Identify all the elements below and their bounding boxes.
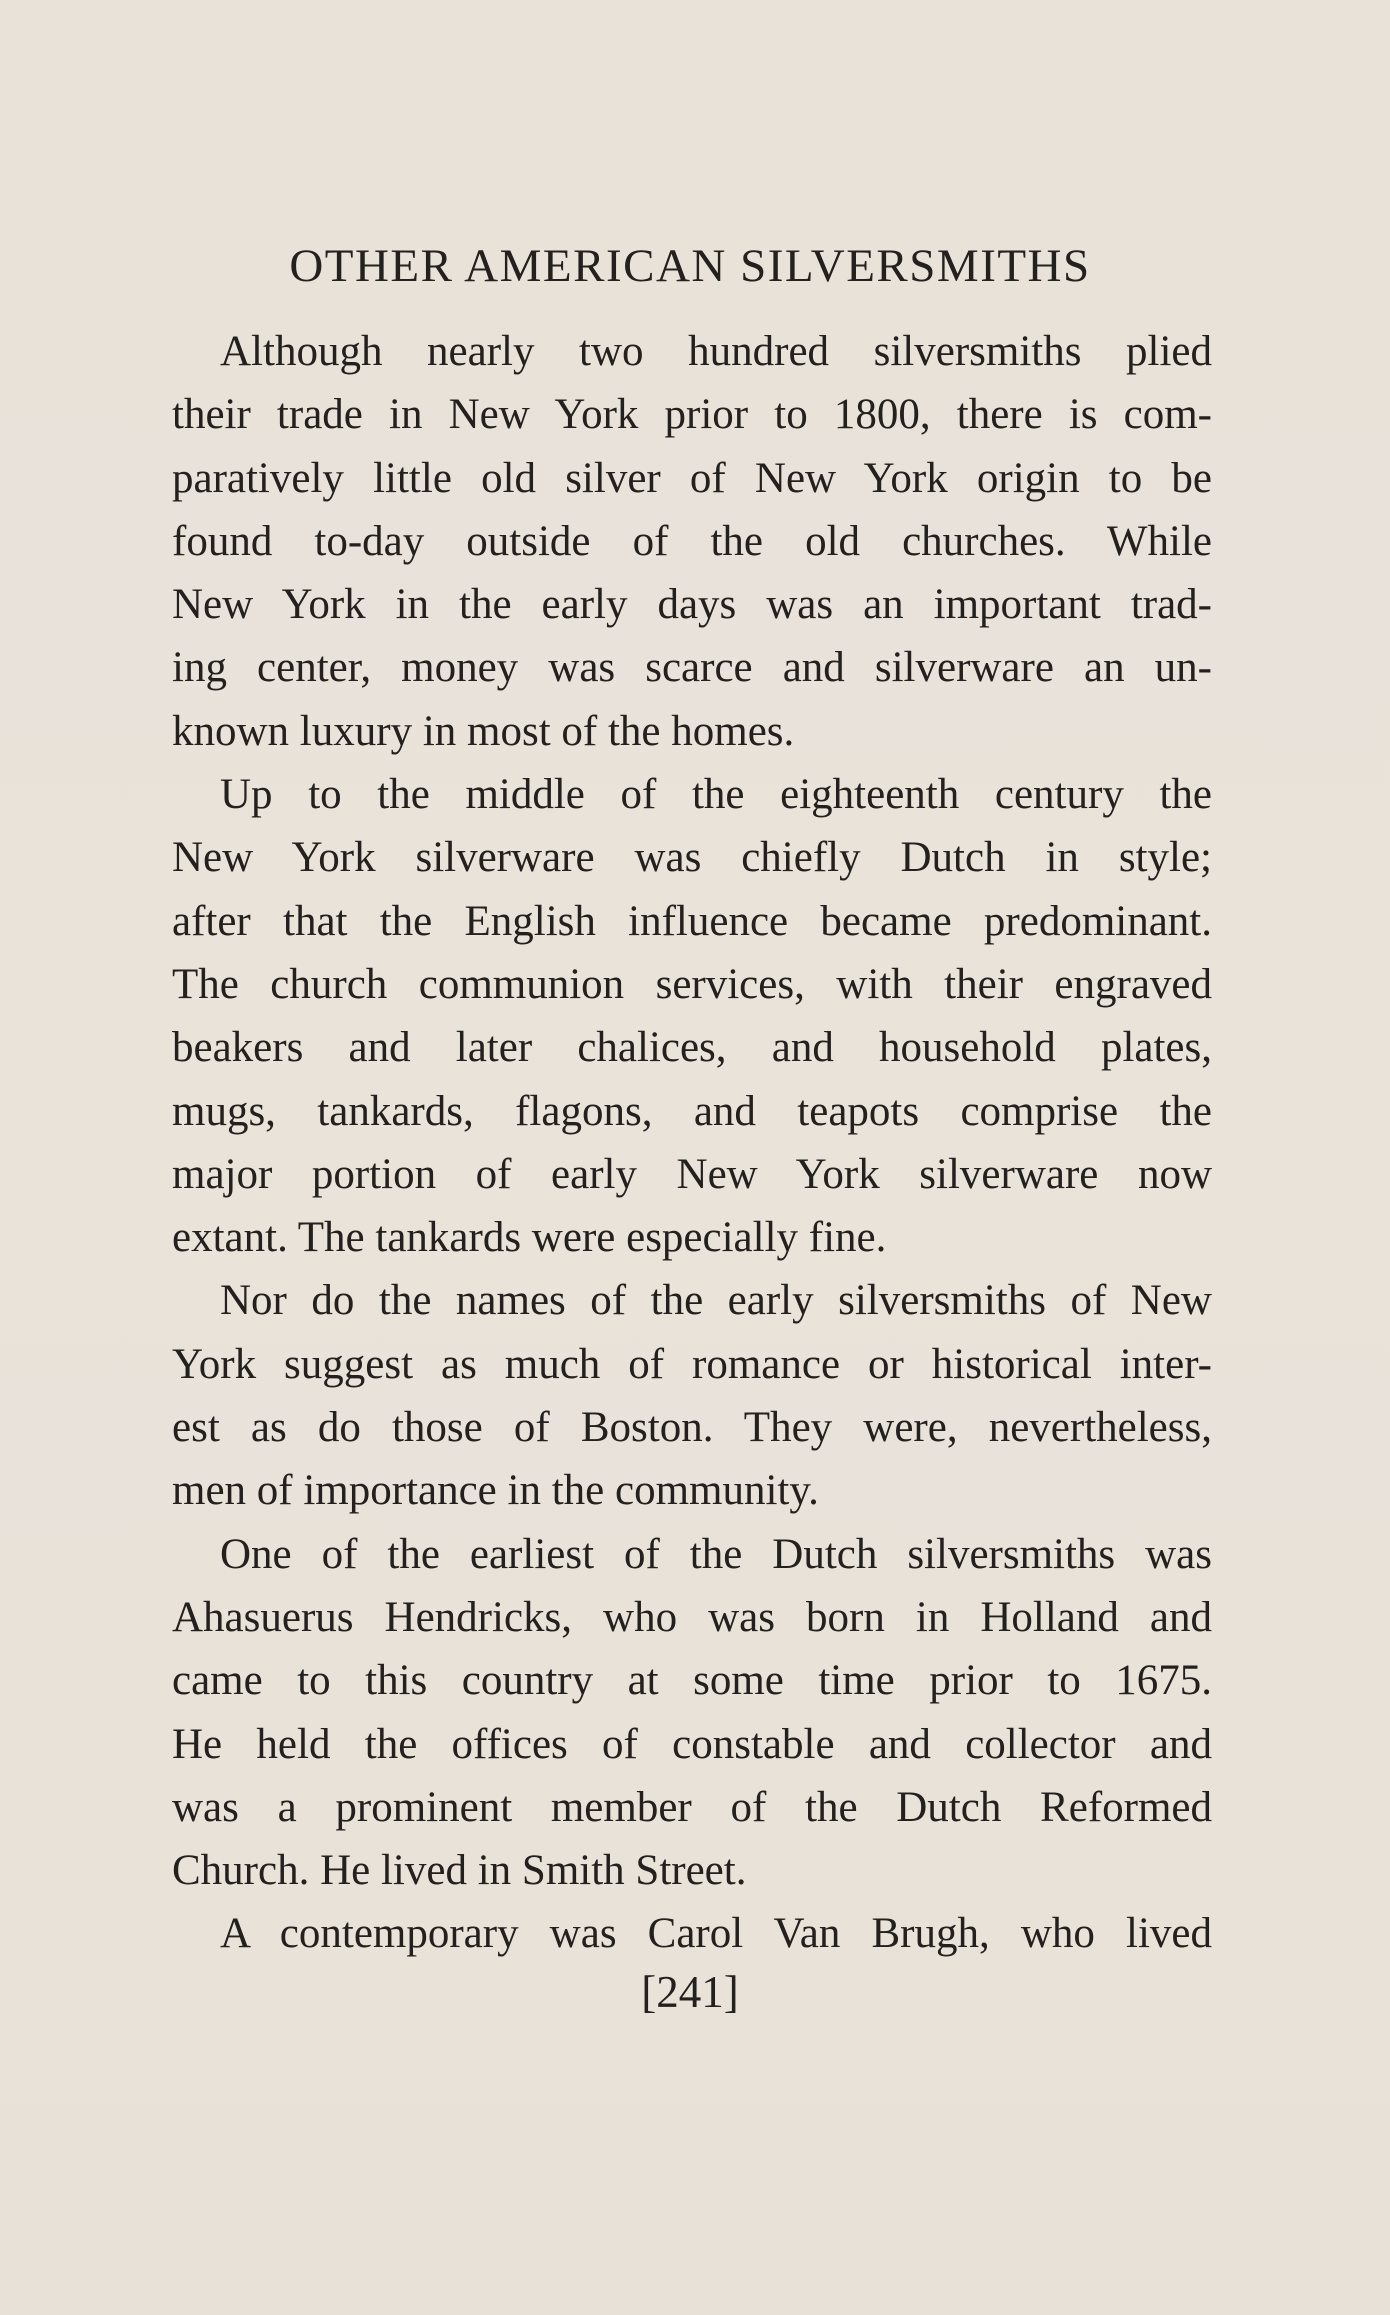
text-line: He held the offices of constable and collector and — [172, 1720, 1212, 1768]
text-line: their trade in New York prior to 1800, there is com- — [172, 391, 1212, 439]
text-line: New York in the early days was an important trad- — [172, 581, 1212, 629]
text-line: extant. The tankards were especially fine. — [172, 1214, 887, 1262]
text-line: major portion of early New York silverware now — [172, 1150, 1212, 1198]
page-number: [241] — [641, 1967, 739, 2017]
paragraph — [172, 763, 1212, 1269]
text-line: paratively little old silver of New York origin to be — [172, 454, 1212, 502]
paragraph — [172, 320, 1212, 763]
text-line: found to-day outside of the old churches. While — [172, 517, 1212, 565]
paragraph — [172, 1523, 1212, 1903]
text-line: A contemporary was Carol Van Brugh, who lived — [220, 1910, 1212, 1958]
text-line: Ahasuerus Hendricks, who was born in Holland and — [172, 1593, 1212, 1641]
text-line: was a prominent member of the Dutch Reformed — [172, 1783, 1212, 1831]
text-line: beakers and later chalices, and household plates, — [172, 1024, 1212, 1072]
text-line: after that the English influence became predominant. — [172, 897, 1212, 945]
paragraph — [172, 1902, 1212, 1965]
text-line: mugs, tankards, flagons, and teapots comprise the — [172, 1087, 1212, 1135]
body-text — [172, 320, 1212, 1966]
text-line: est as do those of Boston. They were, nevertheless, — [172, 1404, 1212, 1452]
text-line: men of importance in the community. — [172, 1467, 819, 1515]
text-line: The church communion services, with their engraved — [172, 960, 1212, 1008]
text-line: came to this country at some time prior to 1675. — [172, 1657, 1212, 1705]
text-line: Nor do the names of the early silversmiths of New — [220, 1277, 1212, 1325]
text-line: Although nearly two hundred silversmiths plied — [220, 328, 1212, 375]
text-line: Up to the middle of the eighteenth century the — [220, 771, 1212, 819]
text-line: ing center, money was scarce and silverware an un- — [172, 644, 1212, 692]
paragraph — [172, 1269, 1212, 1522]
text-line: One of the earliest of the Dutch silversmiths was — [220, 1530, 1212, 1578]
running-head: OTHER AMERICAN SILVERSMITHS — [289, 240, 1091, 292]
text-line: Church. He lived in Smith Street. — [172, 1847, 747, 1895]
text-line: New York silverware was chiefly Dutch in style; — [172, 834, 1212, 882]
text-line: known luxury in most of the homes. — [172, 707, 795, 755]
text-line: York suggest as much of romance or historical inter- — [172, 1340, 1212, 1388]
